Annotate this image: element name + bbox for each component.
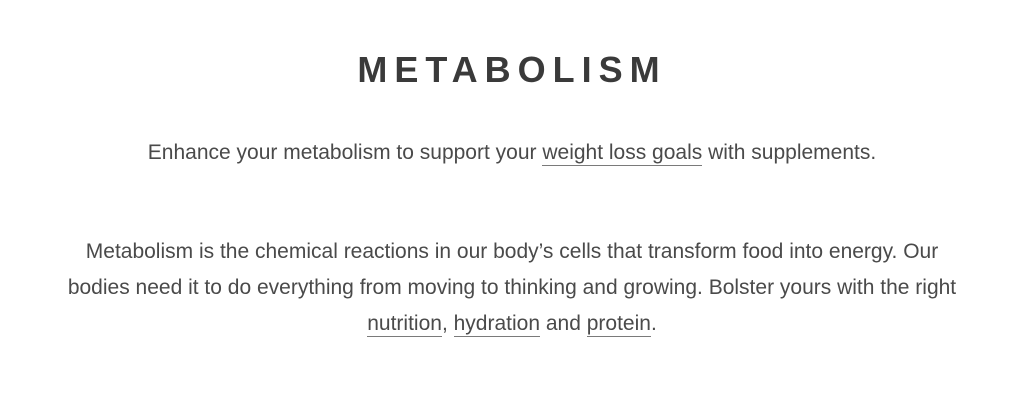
protein-link[interactable]: protein — [586, 311, 651, 335]
intro-paragraph — [62, 137, 962, 169]
body-separator-2: and — [540, 311, 587, 335]
page-title: METABOLISM — [357, 49, 667, 90]
body-paragraph — [57, 234, 967, 342]
hydration-link[interactable]: hydration — [453, 311, 540, 335]
nutrition-link[interactable]: nutrition — [367, 311, 442, 335]
intro-text-before: Enhance your metabolism to support your — [147, 141, 543, 165]
body-text-end: . — [650, 311, 657, 335]
body-separator-1: , — [441, 311, 454, 335]
weight-loss-goals-link[interactable]: weight loss goals — [542, 141, 703, 165]
body-text-lead: Metabolism is the chemical reactions in our body’s cells that transform food into energy. Our bodies need it to do everything from moving to thinking and growing. Bolster yours with the right — [67, 239, 957, 299]
intro-text-after: with supplements. — [702, 141, 877, 165]
